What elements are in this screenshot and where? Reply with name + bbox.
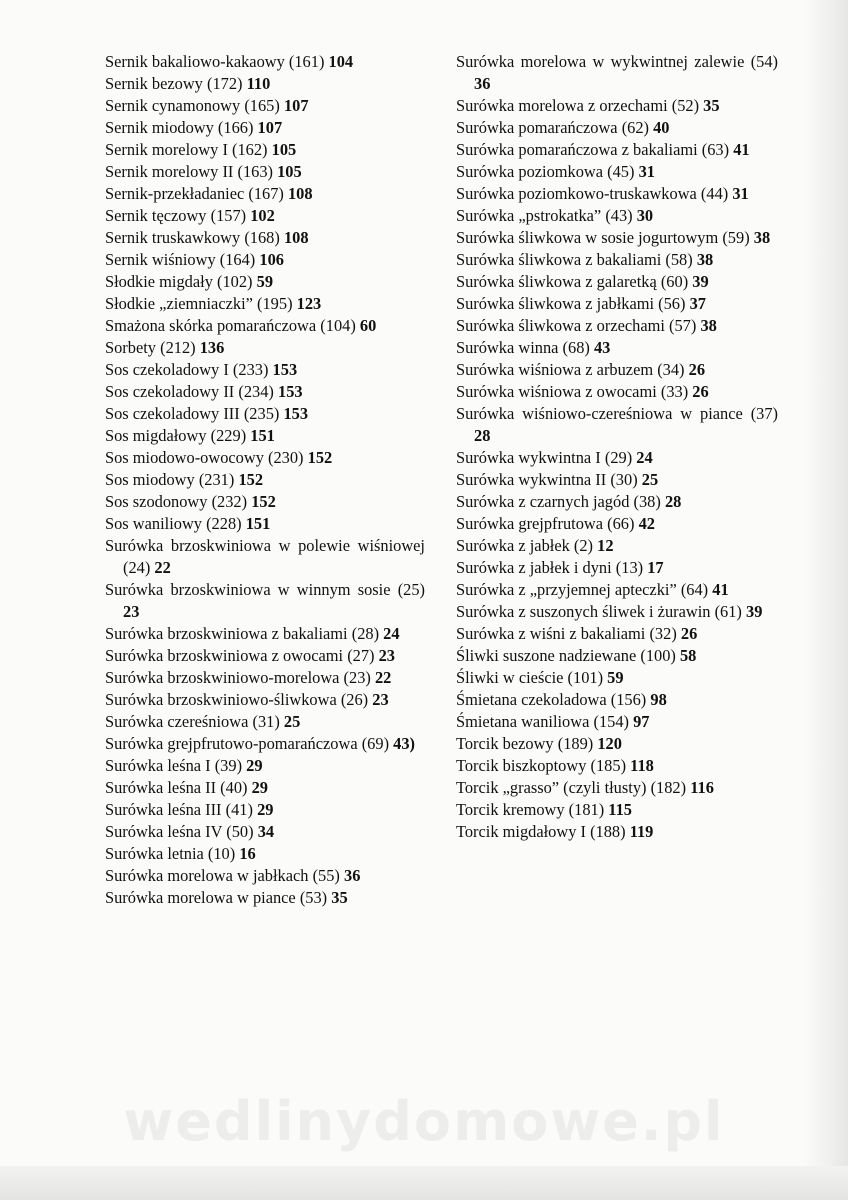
- entry-name: Śmietana czekoladowa: [456, 690, 607, 709]
- entry-name: Surówka brzoskwiniowa w winnym sosie: [105, 580, 391, 599]
- entry-name: Śliwki suszone nadziewane: [456, 646, 637, 665]
- index-entry: [456, 205, 778, 227]
- entry-recipe-number: (185): [590, 756, 627, 775]
- entry-recipe-number: (29): [604, 448, 633, 467]
- entry-name: Surówka śliwkowa z orzechami: [456, 316, 665, 335]
- entry-name: Słodkie migdały: [105, 272, 213, 291]
- entry-name: Surówka wiśniowa z owocami: [456, 382, 657, 401]
- entry-recipe-number: (228): [206, 514, 242, 533]
- entry-page-number: 123: [296, 294, 322, 313]
- entry-name: Surówka „pstrokatka”: [456, 206, 602, 225]
- entry-name: Surówka wykwintna II: [456, 470, 607, 489]
- entry-recipe-number: (31): [252, 712, 280, 731]
- entry-page-number: 40: [653, 118, 670, 137]
- entry-name: Sernik cynamonowy: [105, 96, 241, 115]
- index-entry: [105, 403, 425, 425]
- index-entry: [456, 755, 778, 777]
- index-entry: [105, 95, 425, 117]
- index-entry: [456, 117, 778, 139]
- index-entry: [456, 403, 778, 447]
- index-entry: [456, 51, 778, 95]
- entry-page-number: 136: [199, 338, 225, 357]
- entry-name: Surówka z czarnych jagód: [456, 492, 630, 511]
- entry-recipe-number: (25): [397, 580, 425, 599]
- entry-name: Sos czekoladowy III: [105, 404, 240, 423]
- entry-name: Torcik „grasso” (czyli tłusty): [456, 778, 647, 797]
- index-entry: [456, 491, 778, 513]
- entry-name: Surówka brzoskwiniowa w polewie wiśniowej: [105, 536, 425, 555]
- entry-page-number: 116: [690, 778, 714, 797]
- index-column-right: [456, 51, 778, 843]
- entry-name: Torcik biszkoptowy: [456, 756, 587, 775]
- index-entry: [456, 315, 778, 337]
- entry-name: Surówka leśna III: [105, 800, 222, 819]
- entry-page-number: 26: [692, 382, 709, 401]
- entry-recipe-number: (232): [211, 492, 248, 511]
- entry-name: Surówka z wiśni z bakaliami: [456, 624, 646, 643]
- entry-page-number: 102: [250, 206, 275, 225]
- entry-page-number: 31: [732, 184, 749, 203]
- entry-recipe-number: (212): [160, 338, 196, 357]
- entry-recipe-number: (38): [633, 492, 661, 511]
- index-entry: [105, 469, 425, 491]
- entry-name: Surówka letnia: [105, 844, 204, 863]
- entry-recipe-number: (181): [568, 800, 605, 819]
- index-column-left: [105, 51, 425, 909]
- entry-recipe-number: (104): [320, 316, 356, 335]
- index-entry: [105, 337, 425, 359]
- entry-recipe-number: (23): [343, 668, 371, 687]
- entry-recipe-number: (188): [590, 822, 626, 841]
- entry-name: Surówka z „przyjemnej apteczki”: [456, 580, 677, 599]
- entry-page-number: 97: [633, 712, 650, 731]
- index-entry: [456, 227, 778, 249]
- index-entry: [105, 623, 425, 645]
- entry-recipe-number: (195): [257, 294, 293, 313]
- index-entry: [105, 887, 425, 909]
- entry-name: Sos szodonowy: [105, 492, 208, 511]
- index-entry: [456, 645, 778, 667]
- entry-page-number: 59: [256, 272, 274, 291]
- entry-name: Surówka morelowa w wykwintnej zalewie: [456, 52, 745, 71]
- entry-page-number: 23: [378, 646, 395, 665]
- entry-page-number: 30: [636, 206, 654, 225]
- entry-name: Surówka leśna I: [105, 756, 211, 775]
- entry-page-number: 43: [593, 338, 611, 357]
- index-entry: [105, 689, 425, 711]
- index-entry: [105, 381, 425, 403]
- entry-page-number: 120: [597, 734, 622, 753]
- index-entry: [456, 161, 778, 183]
- index-entry: [105, 799, 425, 821]
- index-entry: [105, 667, 425, 689]
- entry-page-number: 105: [271, 140, 297, 159]
- index-entry: [456, 183, 778, 205]
- entry-recipe-number: (30): [610, 470, 638, 489]
- entry-recipe-number: (58): [665, 250, 693, 269]
- entry-name: Śmietana waniliowa: [456, 712, 590, 731]
- entry-page-number: 24: [636, 448, 653, 467]
- entry-page-number: 12: [597, 536, 614, 555]
- index-entry: [456, 557, 778, 579]
- index-entry: [105, 293, 425, 315]
- entry-name: Surówka pomarańczowa: [456, 118, 618, 137]
- entry-page-number: 151: [245, 514, 271, 533]
- entry-name: Surówka poziomkowo-truskawkowa: [456, 184, 697, 203]
- entry-recipe-number: (164): [219, 250, 256, 269]
- entry-recipe-number: (37): [750, 404, 778, 423]
- entry-page-number: 152: [251, 492, 276, 511]
- entry-recipe-number: (61): [714, 602, 742, 621]
- entry-recipe-number: (34): [657, 360, 685, 379]
- index-entry: [456, 799, 778, 821]
- index-entry: [105, 117, 425, 139]
- entry-name: Sos miodowy: [105, 470, 195, 489]
- index-entry: [456, 95, 778, 117]
- entry-name: Torcik migdałowy I: [456, 822, 586, 841]
- index-entry: [105, 51, 425, 73]
- entry-page-number: 107: [283, 96, 309, 115]
- entry-name: Sernik bezowy: [105, 74, 203, 93]
- index-entry: [105, 513, 425, 535]
- entry-recipe-number: (26): [340, 690, 369, 709]
- index-entry: [456, 249, 778, 271]
- index-entry: [105, 315, 425, 337]
- entry-page-number: 34: [257, 822, 275, 841]
- entry-name: Sorbety: [105, 338, 156, 357]
- entry-recipe-number: (62): [621, 118, 649, 137]
- index-entry: [105, 359, 425, 381]
- index-entry: [456, 469, 778, 491]
- page-edge-shadow: [802, 0, 848, 1170]
- entry-recipe-number: (233): [232, 360, 269, 379]
- entry-recipe-number: (172): [206, 74, 243, 93]
- entry-recipe-number: (182): [650, 778, 687, 797]
- entry-name: Sernik tęczowy: [105, 206, 207, 225]
- entry-page-number: 42: [638, 514, 655, 533]
- entry-name: Sernik truskawkowy: [105, 228, 241, 247]
- index-entry: [456, 337, 778, 359]
- entry-name: Sos migdałowy: [105, 426, 207, 445]
- entry-page-number: 58: [679, 646, 697, 665]
- entry-page-number: 37: [689, 294, 706, 313]
- entry-name: Surówka morelowa w piance: [105, 888, 296, 907]
- entry-recipe-number: (168): [244, 228, 280, 247]
- entry-recipe-number: (55): [312, 866, 340, 885]
- entry-page-number: 41: [712, 580, 729, 599]
- index-entry: [105, 843, 425, 865]
- index-entry: [105, 447, 425, 469]
- entry-name: Smażona skórka pomarańczowa: [105, 316, 317, 335]
- entry-recipe-number: (52): [671, 96, 700, 115]
- entry-name: Surówka brzoskwiniowo-śliwkowa: [105, 690, 337, 709]
- entry-recipe-number: (44): [700, 184, 729, 203]
- entry-name: Surówka śliwkowa z jabłkami: [456, 294, 655, 313]
- index-entry: [456, 381, 778, 403]
- entry-name: Surówka brzoskwiniowa z bakaliami: [105, 624, 348, 643]
- entry-recipe-number: (234): [238, 382, 274, 401]
- entry-name: Surówka brzoskwiniowo-morelowa: [105, 668, 340, 687]
- index-entry: [456, 623, 778, 645]
- entry-name: Surówka winna: [456, 338, 559, 357]
- entry-page-number: 108: [283, 228, 309, 247]
- index-entry: [105, 161, 425, 183]
- entry-recipe-number: (166): [217, 118, 254, 137]
- entry-page-number: 25: [641, 470, 659, 489]
- entry-page-number: 152: [307, 448, 333, 467]
- entry-page-number: 22: [154, 558, 171, 577]
- entry-page-number: 115: [608, 800, 632, 819]
- index-entry: [456, 293, 778, 315]
- entry-name: Surówka śliwkowa w sosie jogurtowym: [456, 228, 719, 247]
- index-entry: [105, 865, 425, 887]
- entry-name: Sos miodowo-owocowy: [105, 448, 264, 467]
- entry-name: Surówka śliwkowa z bakaliami: [456, 250, 662, 269]
- entry-page-number: 31: [638, 162, 655, 181]
- index-entry: [456, 667, 778, 689]
- index-entry: [105, 491, 425, 513]
- entry-page-number: 153: [272, 360, 298, 379]
- entry-name: Surówka leśna II: [105, 778, 217, 797]
- index-entry: [105, 579, 425, 623]
- entry-page-number: 23: [123, 602, 140, 621]
- entry-name: Surówka z jabłek i dyni: [456, 558, 612, 577]
- entry-page-number: 26: [680, 624, 698, 643]
- entry-name: Surówka wiśniowa z arbuzem: [456, 360, 654, 379]
- entry-recipe-number: (156): [610, 690, 647, 709]
- entry-page-number: 38: [753, 228, 771, 247]
- entry-name: Surówka brzoskwiniowa z owocami: [105, 646, 344, 665]
- index-entry: [456, 689, 778, 711]
- entry-page-number: 29: [251, 778, 268, 797]
- entry-recipe-number: (162): [232, 140, 268, 159]
- entry-name: Słodkie „ziemniaczki”: [105, 294, 253, 313]
- index-entry: [456, 513, 778, 535]
- entry-recipe-number: (161): [288, 52, 325, 71]
- entry-name: Surówka leśna IV: [105, 822, 223, 841]
- entry-page-number: 36: [474, 74, 491, 93]
- entry-name: Surówka morelowa w jabłkach: [105, 866, 309, 885]
- entry-recipe-number: (27): [347, 646, 375, 665]
- entry-name: Torcik bezowy: [456, 734, 554, 753]
- index-entry: [456, 447, 778, 469]
- entry-page-number: 41: [733, 140, 750, 159]
- entry-page-number: 28: [664, 492, 682, 511]
- entry-name: Surówka śliwkowa z galaretką: [456, 272, 657, 291]
- entry-name: Sos czekoladowy II: [105, 382, 235, 401]
- entry-recipe-number: (32): [649, 624, 677, 643]
- entry-page-number: 22: [374, 668, 392, 687]
- index-entry: [105, 205, 425, 227]
- entry-recipe-number: (33): [660, 382, 689, 401]
- index-entry: [105, 227, 425, 249]
- entry-recipe-number: (167): [248, 184, 284, 203]
- index-entry: [456, 821, 778, 843]
- entry-page-number: 60: [359, 316, 377, 335]
- entry-name: Sernik miodowy: [105, 118, 214, 137]
- entry-page-number: 26: [688, 360, 706, 379]
- entry-recipe-number: (64): [680, 580, 709, 599]
- entry-recipe-number: (57): [669, 316, 697, 335]
- entry-page-number: 59: [607, 668, 624, 687]
- entry-name: Surówka wiśniowo-czereśniowa w piance: [456, 404, 743, 423]
- entry-recipe-number: (2): [573, 536, 594, 555]
- entry-page-number: 39: [746, 602, 763, 621]
- entry-recipe-number: (40): [220, 778, 248, 797]
- entry-page-number: 36: [344, 866, 361, 885]
- entry-recipe-number: (100): [640, 646, 676, 665]
- index-entry: [456, 359, 778, 381]
- entry-name: Sernik bakaliowo-kakaowy: [105, 52, 285, 71]
- entry-page-number: 35: [703, 96, 720, 115]
- entry-page-number: 28: [474, 426, 491, 445]
- index-entry: [105, 139, 425, 161]
- entry-recipe-number: (10): [207, 844, 236, 863]
- index-entry: [105, 249, 425, 271]
- entry-page-number: 29: [257, 800, 274, 819]
- entry-recipe-number: (53): [299, 888, 328, 907]
- index-entry: [456, 601, 778, 623]
- entry-recipe-number: (45): [607, 162, 635, 181]
- entry-page-number: 108: [287, 184, 313, 203]
- entry-recipe-number: (229): [210, 426, 247, 445]
- entry-recipe-number: (50): [226, 822, 254, 841]
- entry-name: Surówka z suszonych śliwek i żurawin: [456, 602, 711, 621]
- index-entry: [105, 535, 425, 579]
- entry-name: Sernik morelowy II: [105, 162, 234, 181]
- entry-name: Sernik wiśniowy: [105, 250, 216, 269]
- watermark: wedlinydomowe.pl: [123, 1090, 725, 1153]
- entry-recipe-number: (189): [557, 734, 594, 753]
- entry-page-number: 153: [283, 404, 309, 423]
- entry-recipe-number: (63): [701, 140, 730, 159]
- index-entry: [105, 271, 425, 293]
- entry-recipe-number: (163): [237, 162, 273, 181]
- entry-page-number: 98: [650, 690, 667, 709]
- index-entry: [456, 271, 778, 293]
- page-bottom-shadow: [0, 1166, 848, 1200]
- entry-page-number: 110: [246, 74, 271, 93]
- entry-name: Surówka morelowa z orzechami: [456, 96, 668, 115]
- entry-recipe-number: (13): [615, 558, 644, 577]
- index-entry: [105, 821, 425, 843]
- entry-name: Surówka z jabłek: [456, 536, 570, 555]
- entry-recipe-number: (24): [123, 558, 151, 577]
- entry-page-number: 104: [328, 52, 354, 71]
- index-entry: [456, 733, 778, 755]
- entry-recipe-number: (68): [562, 338, 590, 357]
- index-entry: [456, 777, 778, 799]
- entry-recipe-number: (157): [210, 206, 247, 225]
- index-entry: [105, 777, 425, 799]
- entry-page-number: 39: [692, 272, 709, 291]
- entry-recipe-number: (60): [660, 272, 689, 291]
- index-entry: [105, 711, 425, 733]
- entry-page-number: 38: [700, 316, 717, 335]
- entry-page-number: 17: [647, 558, 664, 577]
- entry-page-number: 151: [250, 426, 275, 445]
- entry-page-number: 106: [259, 250, 284, 269]
- entry-recipe-number: (43): [605, 206, 633, 225]
- index-entry: [456, 579, 778, 601]
- entry-recipe-number: (69): [361, 734, 390, 753]
- index-entry: [105, 425, 425, 447]
- entry-name: Torcik kremowy: [456, 800, 565, 819]
- entry-name: Sos waniliowy: [105, 514, 202, 533]
- entry-page-number: 24: [383, 624, 400, 643]
- entry-name: Surówka czereśniowa: [105, 712, 249, 731]
- index-entry: [105, 645, 425, 667]
- entry-recipe-number: (56): [658, 294, 686, 313]
- entry-page-number: 25: [283, 712, 301, 731]
- entry-page-number: 107: [257, 118, 283, 137]
- entry-recipe-number: (102): [217, 272, 253, 291]
- entry-recipe-number: (231): [198, 470, 235, 489]
- entry-recipe-number: (230): [268, 448, 304, 467]
- entry-name: Sernik-przekładaniec: [105, 184, 245, 203]
- entry-page-number: 23: [372, 690, 389, 709]
- entry-recipe-number: (39): [214, 756, 243, 775]
- entry-name: Sos czekoladowy I: [105, 360, 229, 379]
- entry-recipe-number: (28): [351, 624, 380, 643]
- entry-page-number: 35: [331, 888, 348, 907]
- entry-recipe-number: (101): [567, 668, 604, 687]
- entry-name: Sernik morelowy I: [105, 140, 228, 159]
- index-entry: [456, 139, 778, 161]
- entry-page-number: 38: [696, 250, 714, 269]
- entry-page-number: 152: [238, 470, 264, 489]
- entry-name: Śliwki w cieście: [456, 668, 564, 687]
- entry-recipe-number: (165): [244, 96, 280, 115]
- entry-page-number: 118: [630, 756, 654, 775]
- index-entry: [105, 73, 425, 95]
- index-entry: [105, 183, 425, 205]
- entry-page-number: 43): [393, 734, 415, 753]
- index-entry: [105, 733, 425, 755]
- entry-recipe-number: (59): [722, 228, 750, 247]
- entry-recipe-number: (41): [225, 800, 253, 819]
- entry-page-number: 29: [246, 756, 263, 775]
- entry-recipe-number: (154): [593, 712, 629, 731]
- entry-page-number: 119: [629, 822, 654, 841]
- entry-name: Surówka pomarańczowa z bakaliami: [456, 140, 698, 159]
- index-entry: [456, 535, 778, 557]
- index-entry: [456, 711, 778, 733]
- entry-recipe-number: (235): [243, 404, 280, 423]
- entry-name: Surówka poziomkowa: [456, 162, 604, 181]
- entry-name: Surówka wykwintna I: [456, 448, 601, 467]
- entry-recipe-number: (54): [750, 52, 778, 71]
- entry-recipe-number: (66): [607, 514, 635, 533]
- entry-page-number: 105: [277, 162, 302, 181]
- entry-page-number: 16: [239, 844, 256, 863]
- entry-name: Surówka grejpfrutowa: [456, 514, 604, 533]
- entry-page-number: 153: [278, 382, 303, 401]
- index-entry: [105, 755, 425, 777]
- entry-name: Surówka grejpfrutowo-pomarańczowa: [105, 734, 358, 753]
